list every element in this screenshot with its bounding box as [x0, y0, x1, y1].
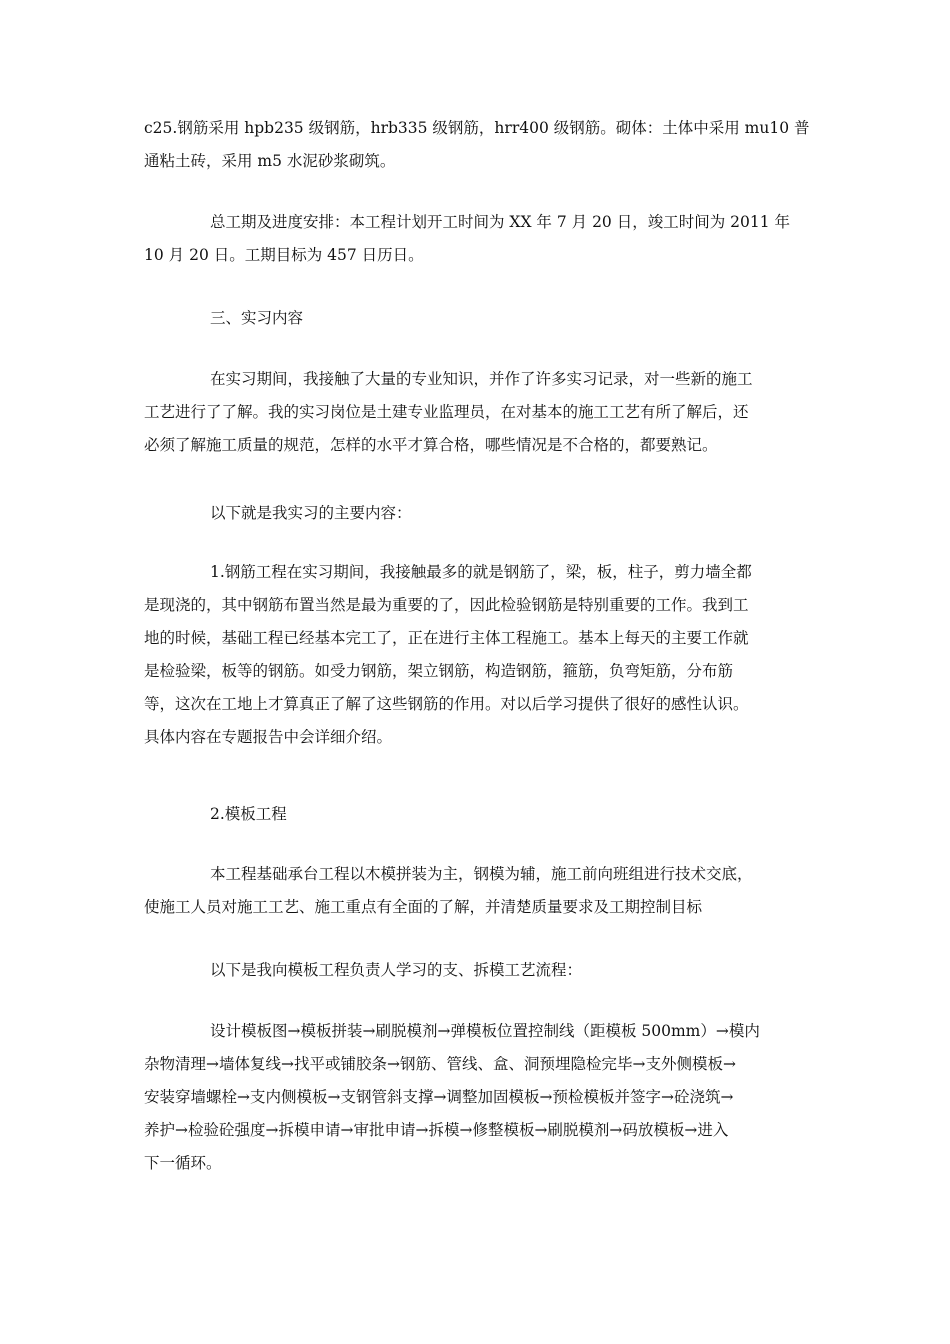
- text-line: 通粘土砖，采用 m5 水泥砂浆砌筑。: [144, 152, 396, 170]
- text-line: 下一循环。: [144, 1154, 222, 1172]
- paragraph-formwork-process-intro: [144, 954, 812, 987]
- text-line: 杂物清理→墙体复线→找平或铺胶条→钢筋、管线、盒、洞预埋隐检完毕→支外侧模板→: [144, 1055, 736, 1073]
- paragraph-rebar-engineering: [144, 556, 812, 754]
- text-line: 等，这次在工地上才算真正了解了这些钢筋的作用。对以后学习提供了很好的感性认识。: [144, 695, 749, 713]
- subheading-formwork: [144, 798, 812, 831]
- text-line: 总工期及进度安排：本工程计划开工时间为 XX 年 7 月 20 日，竣工时间为 2011 年: [210, 213, 791, 231]
- text-line: 以下是我向模板工程负责人学习的支、拆模工艺流程：: [210, 961, 583, 979]
- text-line: 使施工人员对施工工艺、施工重点有全面的了解，并清楚质量要求及工期控制目标: [144, 898, 703, 916]
- text-line: 是现浇的，其中钢筋布置当然是最为重要的了，因此检验钢筋是特别重要的工作。我到工: [144, 596, 749, 614]
- paragraph-internship-intro: [144, 363, 812, 462]
- heading-text: 2.模板工程: [210, 805, 287, 823]
- text-line: 以下就是我实习的主要内容：: [210, 504, 412, 522]
- paragraph-main-content-intro: [144, 497, 812, 530]
- text-line: c25.钢筋采用 hpb235 级钢筋，hrb335 级钢筋，hrr400 级钢筋。砌体：土体中采用 mu10 普: [144, 119, 810, 137]
- text-line: 必须了解施工质量的规范，怎样的水平才算合格，哪些情况是不合格的，都要熟记。: [144, 436, 718, 454]
- paragraph-formwork-body: [144, 858, 812, 924]
- paragraph-schedule: [144, 206, 812, 272]
- text-line: 安装穿墙螺栓→支内侧模板→支钢管斜支撑→调整加固模板→预检模板并签字→砼浇筑→: [144, 1088, 734, 1106]
- text-line: 1.钢筋工程在实习期间，我接触最多的就是钢筋了，梁，板，柱子，剪力墙全都: [210, 563, 752, 581]
- section-heading-internship-content: [144, 302, 812, 335]
- text-line: 本工程基础承台工程以木模拼装为主，钢模为辅，施工前向班组进行技术交底，: [210, 865, 753, 883]
- text-line: 10 月 20 日。工期目标为 457 日历日。: [144, 246, 424, 264]
- text-line: 设计模板图→模板拼装→刷脱模剂→弹模板位置控制线（距模板 500mm）→模内: [210, 1022, 760, 1040]
- text-line: 是检验梁，板等的钢筋。如受力钢筋，架立钢筋，构造钢筋，箍筋，负弯矩筋，分布筋: [144, 662, 734, 680]
- text-line: 工艺进行了了解。我的实习岗位是土建专业监理员，在对基本的施工工艺有所了解后，还: [144, 403, 749, 421]
- paragraph-formwork-process: [144, 1015, 812, 1180]
- text-line: 地的时候，基础工程已经基本完工了，正在进行主体工程施工。基本上每天的主要工作就: [144, 629, 749, 647]
- heading-text: 三、实习内容: [210, 309, 304, 327]
- paragraph-materials: [144, 112, 812, 178]
- text-line: 具体内容在专题报告中会详细介绍。: [144, 728, 393, 746]
- text-line: 养护→检验砼强度→拆模申请→审批申请→拆模→修整模板→刷脱模剂→码放模板→进入: [144, 1121, 729, 1139]
- text-line: 在实习期间，我接触了大量的专业知识，并作了许多实习记录，对一些新的施工: [210, 370, 753, 388]
